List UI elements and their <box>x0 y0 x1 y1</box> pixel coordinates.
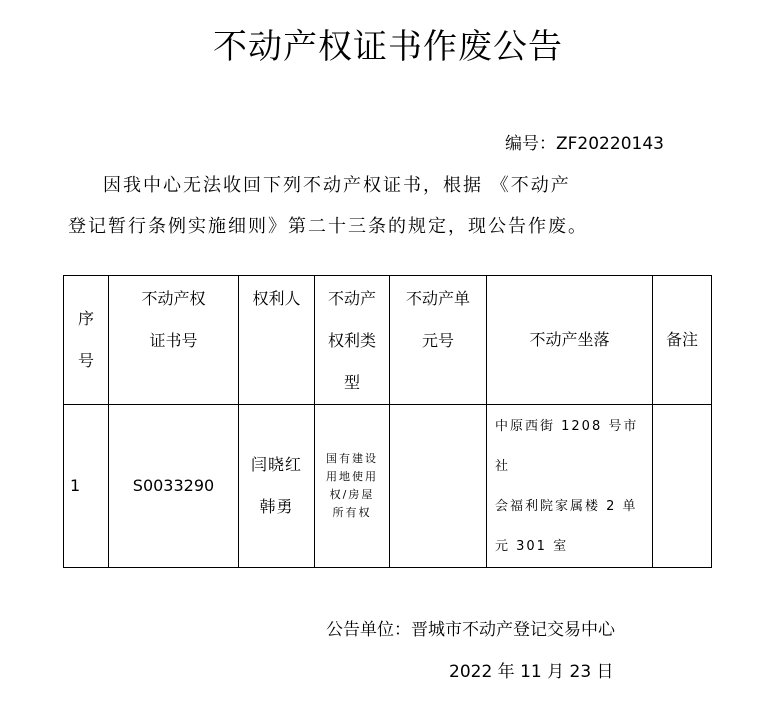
header-index-line-1: 序 <box>77 309 94 328</box>
header-right-type-line-2: 权利类 <box>327 331 376 350</box>
row-location <box>487 405 653 568</box>
header-index <box>64 276 109 405</box>
header-right-type-line-3: 型 <box>343 373 360 392</box>
row-location-line-3: 元 301 室 <box>495 539 569 554</box>
body-text-line-1: 因我中心无法收回下列不动产权证书，根据 《不动产 <box>103 175 571 196</box>
header-unit-no-line-1: 不动产单 <box>405 289 470 308</box>
row-location-line-2: 会福利院家属楼 2 单 <box>495 499 638 514</box>
header-holder <box>239 276 315 405</box>
header-holder-line-1: 权利人 <box>252 289 301 308</box>
row-right-type-line-1: 国有建设 <box>326 452 378 465</box>
notice-number: 编号：ZF20220143 <box>505 134 664 154</box>
row-holder-line-1: 闫晓红 <box>250 455 302 474</box>
header-index-line-2: 号 <box>77 351 94 370</box>
issuing-unit: 公告单位：晋城市不动产登记交易中心 <box>326 620 615 640</box>
header-location-label: 不动产坐落 <box>529 330 610 349</box>
header-cert-no <box>109 276 239 405</box>
body-text-line-2: 登记暂行条例实施细则》第二十三条的规定，现公告作废。 <box>68 216 588 237</box>
row-unit-no <box>390 405 487 568</box>
row-holder <box>239 405 315 568</box>
header-remark <box>653 276 712 405</box>
certificate-table <box>63 275 712 568</box>
row-right-type-line-4: 所有权 <box>332 506 372 519</box>
row-right-type <box>315 405 390 568</box>
row-remark <box>653 405 712 568</box>
row-cert-no: S0033290 <box>109 405 239 568</box>
table-header-row <box>64 276 712 405</box>
row-location-line-1: 中原西街 1208 号市社 <box>495 419 639 474</box>
row-right-type-line-2: 用地使用 <box>326 470 378 483</box>
issue-date: 2022 年 11 月 23 日 <box>449 662 614 682</box>
header-right-type <box>315 276 390 405</box>
header-right-type-line-1: 不动产 <box>327 289 376 308</box>
notice-title: 不动产权证书作废公告 <box>213 27 563 67</box>
header-cert-no-line-2: 证书号 <box>149 331 198 350</box>
header-unit-no-line-2: 元号 <box>421 331 454 350</box>
row-holder-line-2: 韩勇 <box>259 497 294 516</box>
header-cert-no-line-1: 不动产权 <box>141 289 206 308</box>
header-remark-label: 备注 <box>665 330 698 349</box>
header-location <box>487 276 653 405</box>
header-unit-no <box>390 276 487 405</box>
table-row <box>64 405 712 568</box>
row-index: 1 <box>64 405 109 568</box>
row-right-type-line-3: 权/房屋 <box>329 488 375 501</box>
